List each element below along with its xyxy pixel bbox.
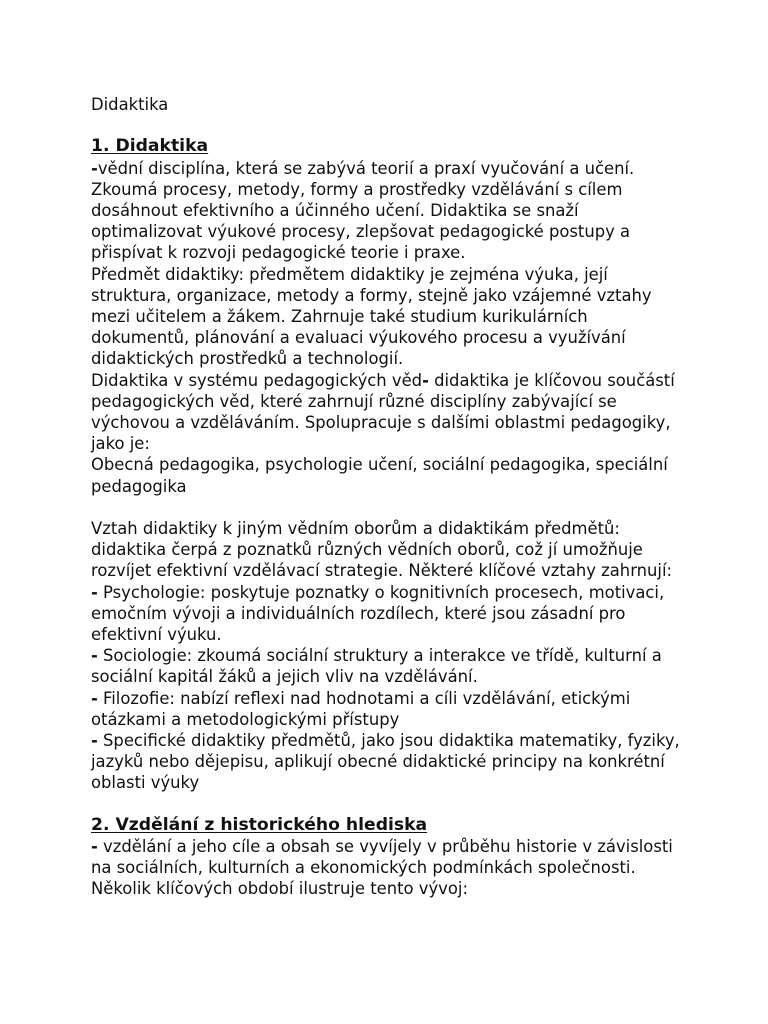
list-item-text: Specifické didaktiky předmětů, jako jsou didaktika matematiky, fyziky, jazyků nebo dějepisu, aplikují obecné didaktické principy na konkrétní oblasti výuky (91, 731, 680, 793)
section-1-paragraph-subject: Předmět didaktiky: předmětem didaktiky je zejména výuka, její struktura, organizace, metody a formy, stejně jako vzájemné vztahy mezi učitelem a žákem. Zahrnuje také studium kurikulárních dokumentů, plánování a evaluaci výukového procesu a využívání didaktických prostředků a technologií. (91, 264, 652, 369)
paragraph-text: vzdělání a jeho cíle a obsah se vyvíjely v průběhu historie v závislosti na sociálních, kulturních a ekonomických podmínkách společnosti. Několik klíčových období ilustruje tento vývoj: (91, 837, 673, 899)
section-1-heading: 1. Didaktika (91, 136, 209, 157)
list-item-subject-didactics (91, 730, 691, 794)
section-1-paragraph-definition (91, 158, 691, 264)
section-1-paragraph-system (91, 370, 691, 455)
list-item-text: Sociologie: zkoumá sociální struktury a interakce ve třídě, kulturní a sociální kapitál žáků a jejich vliv na vzdělávání. (91, 646, 662, 687)
dash-marker: - (91, 688, 98, 708)
list-item-psychology (91, 582, 691, 646)
dash-marker: - (91, 731, 98, 751)
blank-line (91, 794, 691, 815)
section-2-heading: 2. Vzdělání z historického hlediska (91, 814, 428, 835)
document-title: Didaktika (91, 95, 169, 114)
paragraph-lead: Didaktika v systému pedagogických věd (91, 370, 423, 390)
section-1-paragraph-relations: Vztah didaktiky k jiným vědním oborům a didaktikám předmětů: didaktika čerpá z poznatků různých vědních oborů, což jí umožňuje rozvíjet efektivní vzdělávací strategie. Některé klíčové vztahy zahrnují: (91, 519, 673, 581)
list-item-philosophy (91, 688, 691, 730)
list-item-text: Filozofie: nabízí reflexi nad hodnotami a cíli vzdělávání, etickými otázkami a metodologickými přístupy (91, 688, 631, 729)
dash-marker: - (91, 646, 98, 666)
document-page (91, 94, 691, 900)
paragraph-text: didaktika je klíčovou součástí pedagogických věd, které zahrnují různé disciplíny zabývající se výchovou a vzděláváním. Spolupracuje s dalšími oblastmi pedagogiky, jako je: (91, 370, 675, 454)
dash-marker: - (91, 158, 98, 178)
dash-marker: - (422, 370, 429, 390)
paragraph-text: vědní disciplína, která se zabývá teorií a praxí vyučování a učení. Zkoumá procesy, metody, formy a prostředky vzdělávání s cílem dosáhnout efektivního a účinného učení. Didaktika se snaží optimalizovat výukové procesy, zlepšovat pedagogické postupy a přispívat k rozvoji pedagogické teorie i praxe. (91, 158, 635, 263)
list-item-sociology (91, 645, 691, 687)
section-1-paragraph-disciplines: Obecná pedagogika, psychologie učení, sociální pedagogika, speciální pedagogika (91, 455, 668, 496)
dash-marker: - (91, 837, 98, 857)
blank-line (91, 115, 691, 136)
dash-marker: - (91, 582, 98, 602)
blank-line (91, 497, 691, 518)
list-item-text: Psychologie: poskytuje poznatky o kognitivních procesech, motivaci, emočním vývoji a individuálních rozdílech, které jsou zásadní pro efektivní výuku. (91, 582, 665, 645)
section-2-paragraph-intro (91, 836, 691, 900)
